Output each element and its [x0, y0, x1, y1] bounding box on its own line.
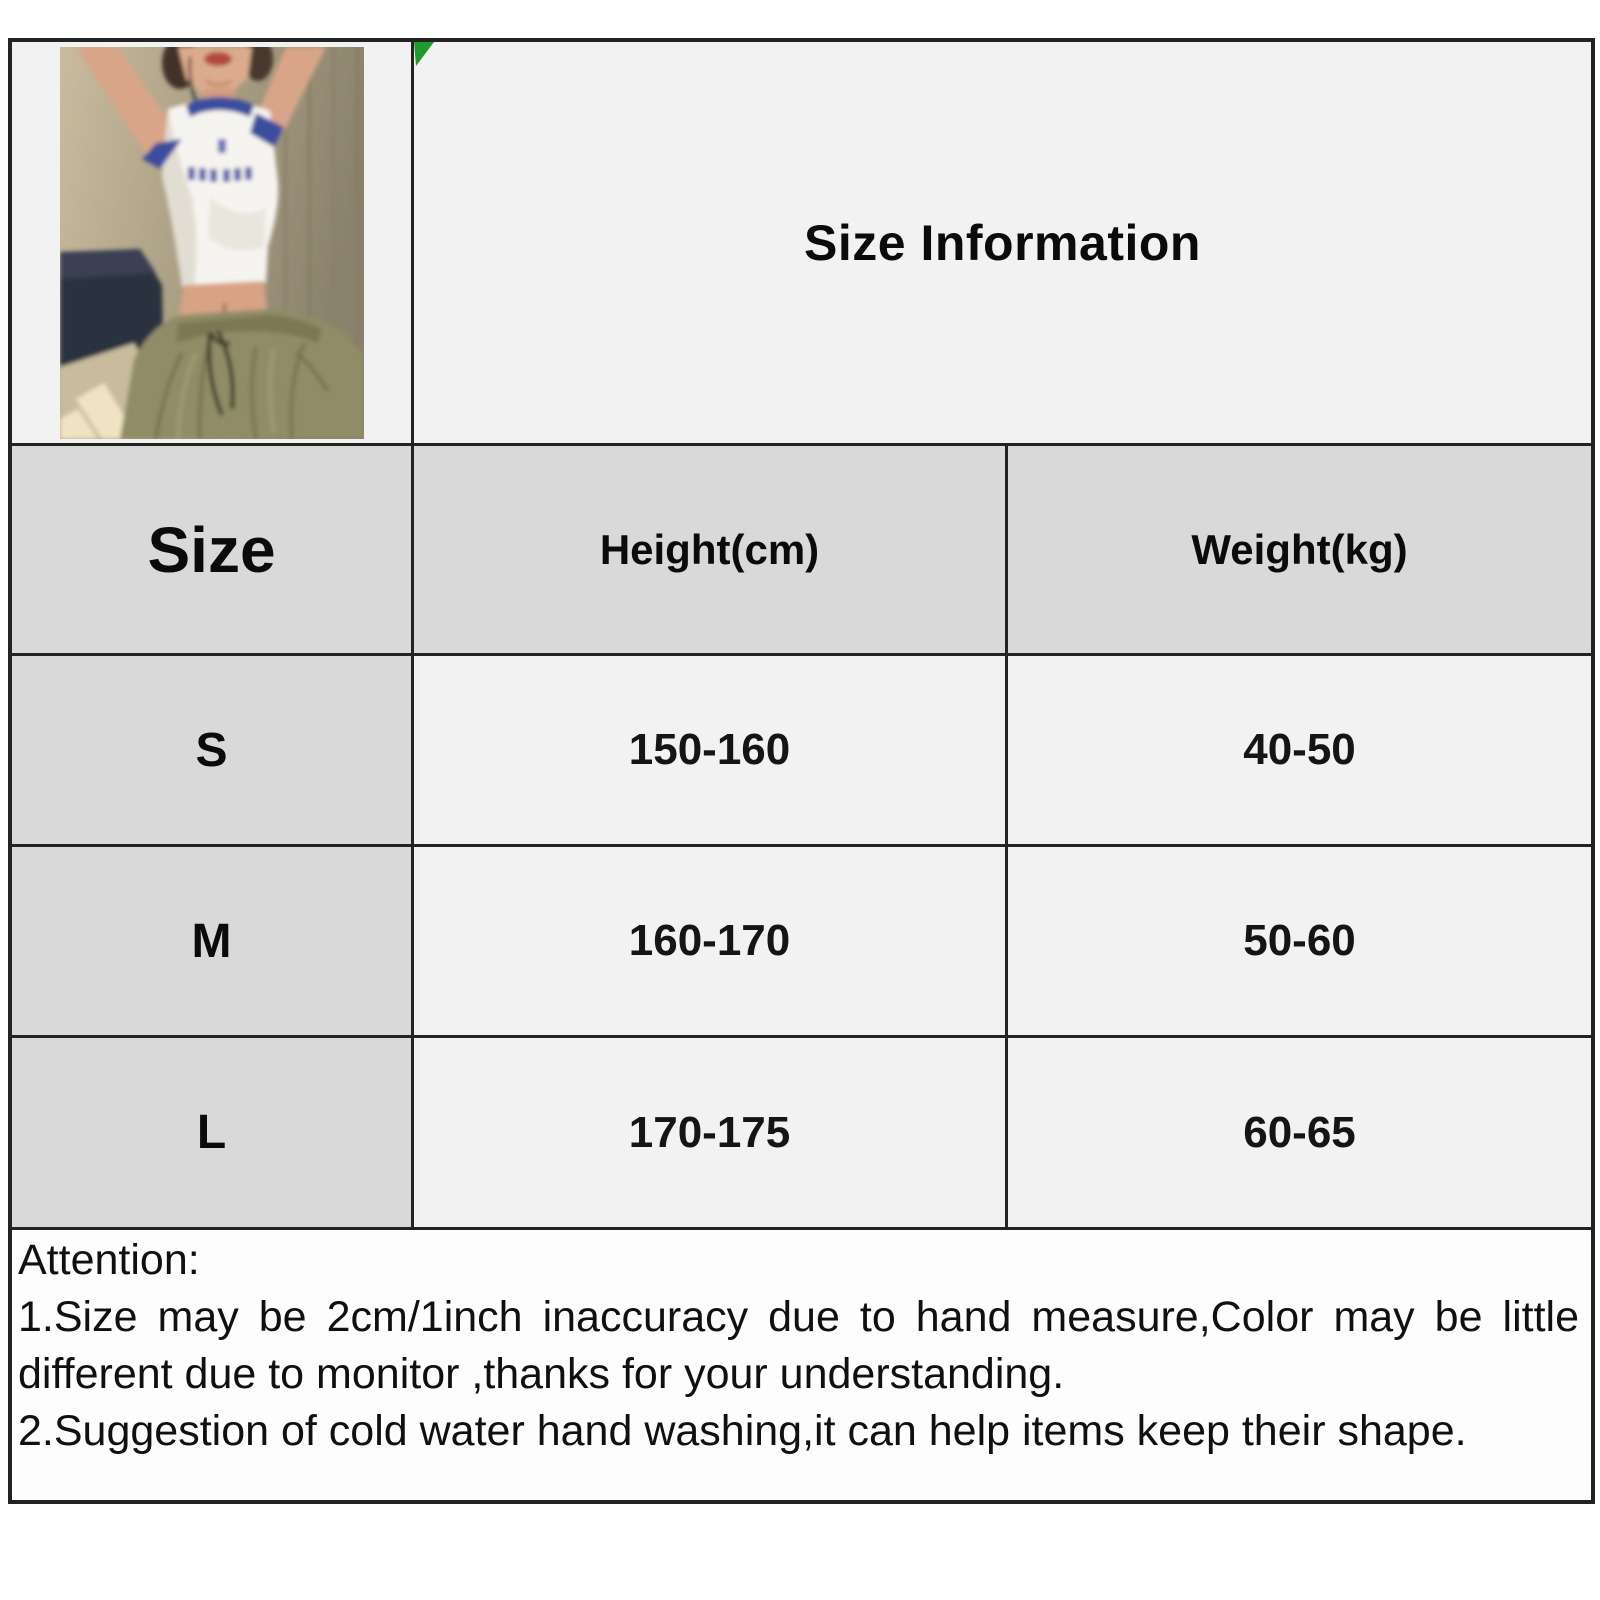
- column-header-height: [414, 446, 1005, 653]
- size-label-s: S: [195, 723, 228, 777]
- table-row-l-height-cell: [414, 1038, 1005, 1227]
- column-header-height-label: Height(cm): [599, 525, 820, 573]
- table-row-l-size-cell: [12, 1038, 411, 1227]
- height-value-s: 150-160: [628, 725, 791, 774]
- size-label-l: L: [196, 1106, 227, 1159]
- weight-value-s: 40-50: [1243, 725, 1356, 774]
- table-row-s-size-cell: [12, 656, 411, 844]
- attention-heading: Attention:: [18, 1236, 200, 1284]
- attention-section: [12, 1230, 1591, 1500]
- product-photo: [60, 47, 364, 439]
- table-row-l-weight-cell: [1008, 1038, 1591, 1227]
- title-cell: [414, 42, 1591, 443]
- size-chart-sheet: [8, 38, 1595, 1504]
- table-row-m-weight-cell: [1008, 847, 1591, 1035]
- column-header-size-label: Size: [147, 513, 276, 586]
- page-title: Size Information: [804, 214, 1201, 271]
- weight-value-l: 60-65: [1243, 1107, 1356, 1157]
- attention-note-1: 1.Size may be 2cm/1inch inaccuracy due to hand measure,Color may be little different due to monitor ,thanks for your understanding.: [18, 1293, 1579, 1398]
- weight-value-m: 50-60: [1243, 916, 1356, 965]
- green-corner-marker-icon: [414, 42, 440, 72]
- height-value-l: 170-175: [628, 1107, 791, 1157]
- column-header-weight: [1008, 446, 1591, 653]
- table-row-s-weight-cell: [1008, 656, 1591, 844]
- table-row-m-height-cell: [414, 847, 1005, 1035]
- column-header-weight-label: Weight(kg): [1191, 525, 1408, 573]
- column-header-size: [12, 446, 411, 653]
- height-value-m: 160-170: [628, 916, 791, 965]
- product-photo-cell: [12, 42, 411, 443]
- table-row-m-size-cell: [12, 847, 411, 1035]
- attention-note-2: 2.Suggestion of cold water hand washing,it can help items keep their shape.: [18, 1407, 1467, 1455]
- size-label-m: M: [191, 914, 232, 968]
- table-row-s-height-cell: [414, 656, 1005, 844]
